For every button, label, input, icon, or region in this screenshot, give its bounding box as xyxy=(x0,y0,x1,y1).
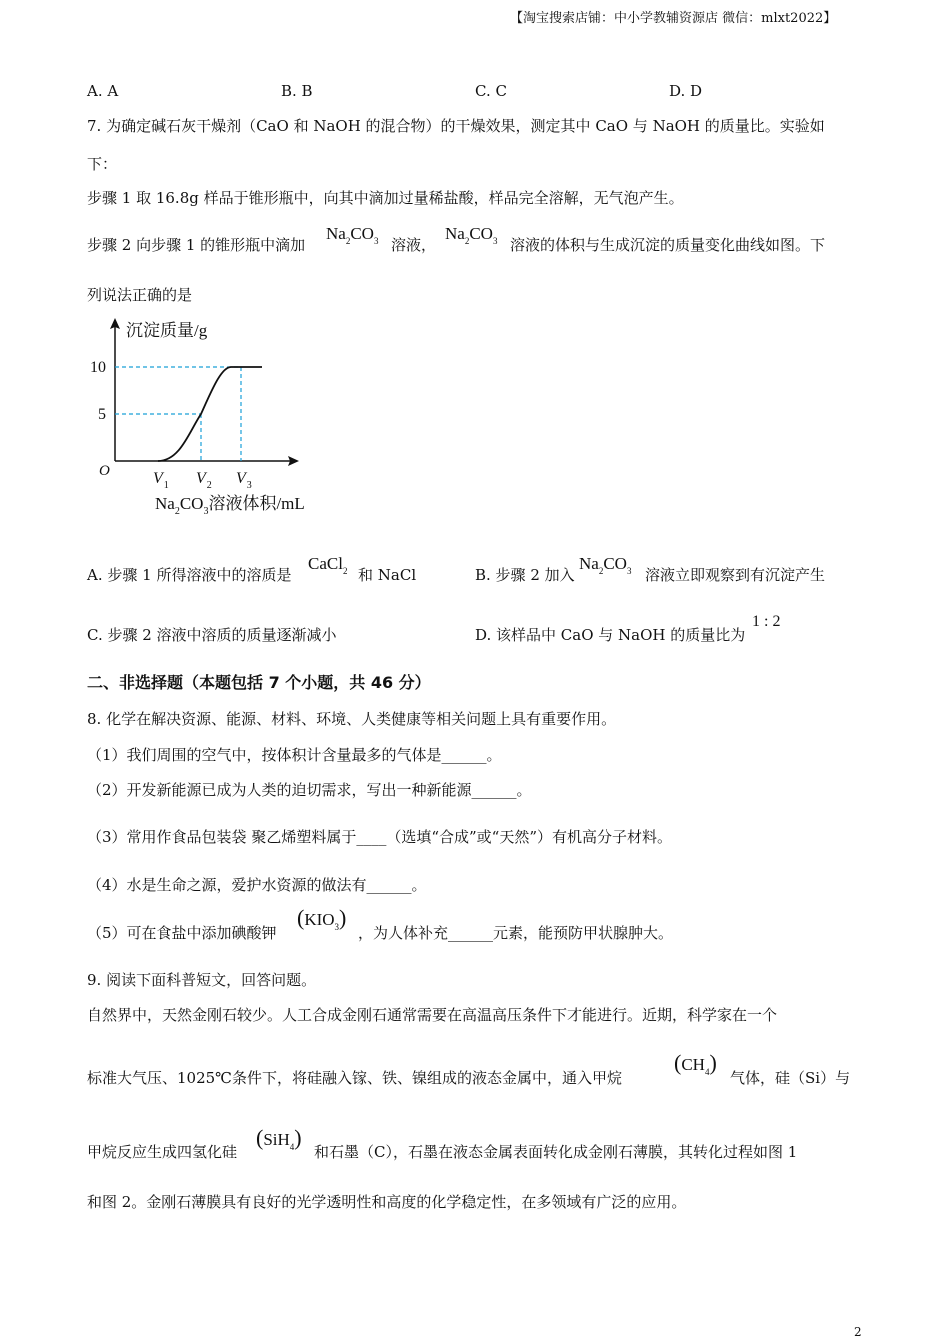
q6-option-c: C. C xyxy=(475,82,507,100)
cacl2-formula: CaCl$_2$ xyxy=(308,554,348,576)
section-title: 二、非选择题（本题包括 7 个小题，共 46 分） xyxy=(87,673,431,692)
page-number: 2 xyxy=(854,1325,862,1339)
q7-option-d-text: D. 该样品中 CaO 与 NaOH 的质量比为 xyxy=(475,626,746,644)
q8-part4: （4）水是生命之源，爱护水资源的做法有______。 xyxy=(87,876,427,894)
q7-option-a-text: A. 步骤 1 所得溶液中的溶质是 xyxy=(87,566,292,584)
q8-part1: （1）我们周围的空气中，按体积计含量最多的气体是______。 xyxy=(87,746,502,764)
q9-line4: 和图 2。金刚石薄膜具有良好的光学透明性和高度的化学稳定性，在多领域有广泛的应用。 xyxy=(87,1193,687,1211)
na2co3-formula: $Na_2CO_3$ xyxy=(579,554,632,576)
q6-option-b: B. B xyxy=(281,82,313,100)
x-tick-label-v3: $V_3$ xyxy=(236,470,252,491)
q7-option-b-text: B. 步骤 2 加入 xyxy=(475,566,575,584)
y-tick-label: 10 xyxy=(90,359,106,376)
q9-line2-text: 标准大气压、1025℃条件下，将硅融入镓、铁、镍组成的液态金属中，通入甲烷 xyxy=(87,1069,622,1087)
q9-line3-tail: 和石墨（C），石墨在液态金属表面转化成金刚石薄膜，其转化过程如图 1 xyxy=(314,1143,798,1161)
q8-part5-tail: ，为人体补充______元素，能预防甲状腺肿大。 xyxy=(358,924,674,942)
q7-stem-line2: 下： xyxy=(87,155,118,173)
q8-stem: 8. 化学在解决资源、能源、材料、环境、人类健康等相关问题上具有重要作用。 xyxy=(87,710,617,728)
q7-option-a-tail: 和 NaCl xyxy=(358,566,417,584)
q6-option-a: A. A xyxy=(87,82,119,100)
q9-stem: 9. 阅读下面科普短文，回答问题。 xyxy=(87,971,317,989)
q7-step2-line2: 列说法正确的是 xyxy=(87,286,193,304)
ch4-formula: $(CH_4)$ xyxy=(674,1050,717,1077)
q7-step1: 步骤 1 取 16.8g 样品于锥形瓶中，向其中滴加过量稀盐酸，样品完全溶解，无气泡产生。 xyxy=(87,189,684,207)
q9-line1: 自然界中，天然金刚石较少。人工合成金刚石通常需要在高温高压条件下才能进行。近期，科学家在一个 xyxy=(87,1006,778,1024)
q8-part2: （2）开发新能源已成为人类的迫切需求，写出一种新能源______。 xyxy=(87,781,532,799)
q7-step2-text-a: 步骤 2 向步骤 1 的锥形瓶中滴加 xyxy=(87,236,306,254)
na2co3-formula: $Na_2CO_3$ xyxy=(445,224,498,246)
q8-part3: （3）常用作食品包装袋 聚乙烯塑料属于____（选填“合成”或“天然”）有机高分子材料。 xyxy=(87,828,672,846)
q9-line3-text: 甲烷反应生成四氢化硅 xyxy=(87,1143,238,1161)
q7-step2-text-b: 溶液， xyxy=(391,236,437,254)
kio3-formula: $(KIO_3)$ xyxy=(297,905,347,932)
q7-option-c: C. 步骤 2 溶液中溶质的质量逐渐减小 xyxy=(87,626,337,644)
x-tick-label-v1: $V_1$ xyxy=(153,470,169,491)
x-axis-label: $Na_2CO_3$溶液体积/mL xyxy=(155,494,305,517)
origin-label: O xyxy=(99,463,110,479)
q9-line2-tail: 气体，硅（Si）与 xyxy=(730,1069,851,1087)
y-tick-label: 5 xyxy=(98,406,106,423)
y-axis-label: 沉淀质量/g xyxy=(126,321,208,340)
q7-step2-text-c: 溶液的体积与生成沉淀的质量变化曲线如图。下 xyxy=(510,236,826,254)
q8-part5-text: （5）可在食盐中添加碘酸钾 xyxy=(87,924,277,942)
q7-option-b-tail: 溶液立即观察到有沉淀产生 xyxy=(645,566,826,584)
shop-header: 【淘宝搜索店铺：中小学教辅资源店 微信：mlxt2022】 xyxy=(510,11,837,26)
precipitate-chart xyxy=(0,312,360,522)
ratio-value: 1 : 2 xyxy=(752,613,781,630)
q6-option-d: D. D xyxy=(669,82,703,100)
sih4-formula: (SiH$_4$) xyxy=(256,1125,302,1152)
x-tick-label-v2: $V_2$ xyxy=(196,470,212,491)
na2co3-formula: $Na_2CO_3$ xyxy=(326,224,379,246)
q7-stem-line1: 7. 为确定碱石灰干燥剂（CaO 和 NaOH 的混合物）的干燥效果，测定其中 CaO 与 NaOH 的质量比。实验如 xyxy=(87,117,825,135)
